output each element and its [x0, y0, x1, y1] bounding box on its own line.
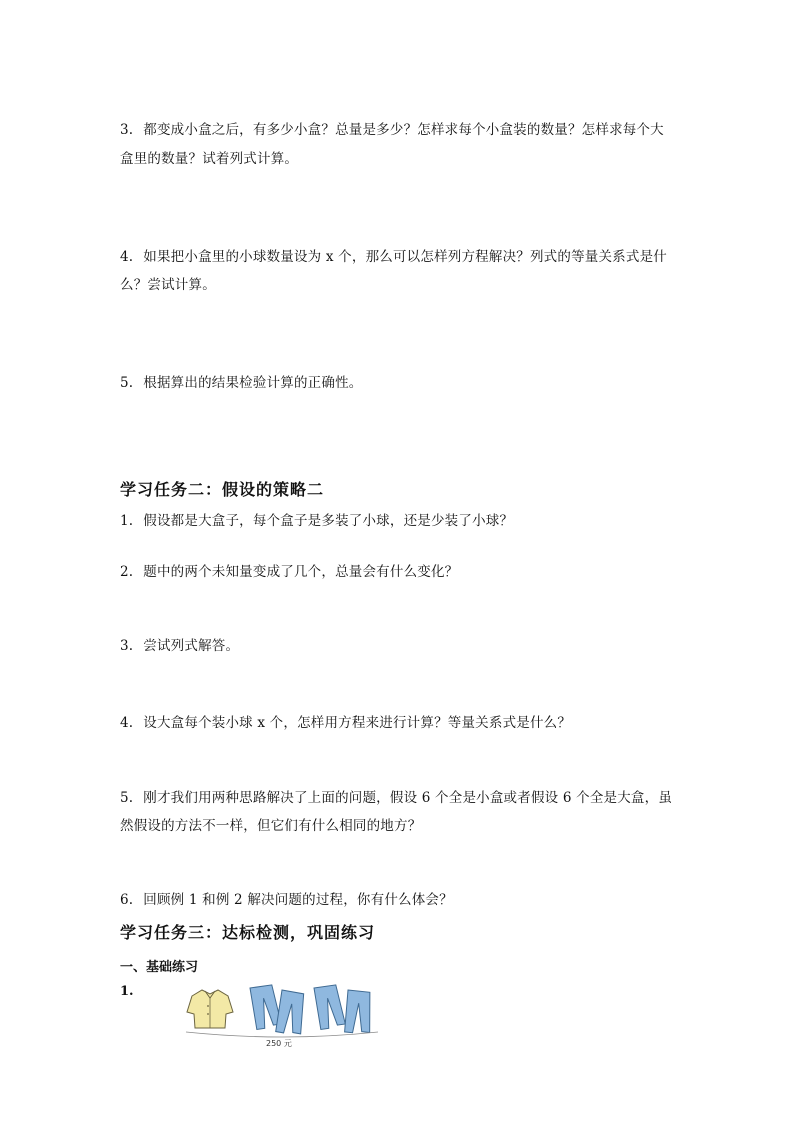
price-caption: 250 元	[266, 1039, 292, 1048]
task1-q4-line2: 么？尝试计算。	[120, 277, 216, 293]
task3-item1-number: 1.	[120, 984, 134, 999]
pants-icon	[275, 990, 308, 1036]
task2-q6-text: 回顾例 1 和例 2 解决问题的过程，你有什么体会？	[143, 892, 453, 908]
task3-heading: 学习任务三：达标检测，巩固练习	[120, 923, 376, 942]
task1-q5-number: 5.	[120, 375, 134, 391]
task2-q2-number: 2.	[120, 564, 134, 580]
task1-q4-line1	[120, 247, 667, 267]
task1-q3-text: 都变成小盒之后，有多少小盒？总量是多少？怎样求每个小盒装的数量？怎样求每个大	[143, 122, 664, 138]
task1-q5	[120, 373, 362, 393]
task2-q3	[120, 636, 239, 656]
task2-q4-text: 设大盒每个装小球 x 个，怎样用方程来进行计算？等量关系式是什么？	[143, 715, 572, 731]
task1-q5-text: 根据算出的结果检验计算的正确性。	[143, 375, 363, 391]
task2-q4-number: 4.	[120, 715, 134, 731]
task2-heading: 学习任务二：假设的策略二	[120, 480, 325, 499]
task2-q5-text: 刚才我们用两种思路解决了上面的问题，假设 6 个全是小盒或者假设 6 个全是大盒，虽	[143, 790, 673, 806]
task2-q2	[120, 562, 458, 582]
task2-q1	[120, 511, 513, 531]
task2-q5-line1	[120, 788, 672, 808]
task2-q3-text: 尝试列式解答。	[143, 638, 240, 654]
task2-q5-number: 5.	[120, 790, 134, 806]
task2-q1-text: 假设都是大盒子，每个盒子是多装了小球，还是少装了小球？	[143, 513, 514, 529]
task2-q2-text: 题中的两个未知量变成了几个，总量会有什么变化？	[143, 564, 459, 580]
task2-q4	[120, 713, 571, 733]
task1-q4-text: 如果把小盒里的小球数量设为 x 个，那么可以怎样列方程解决？列式的等量关系式是什	[143, 249, 667, 265]
task2-q1-number: 1.	[120, 513, 134, 529]
task2-q3-number: 3.	[120, 638, 134, 654]
pants-icon	[344, 990, 374, 1034]
task1-q3-line2: 盒里的数量？试着列式计算。	[120, 151, 299, 167]
task3-section-label: 一、基础练习	[120, 960, 199, 975]
task2-q6	[120, 890, 453, 910]
task1-q3-line1	[120, 120, 664, 140]
pants-icon	[314, 984, 346, 1029]
task2-q6-number: 6.	[120, 892, 134, 908]
task1-q4-number: 4.	[120, 249, 134, 265]
jacket-icon	[187, 990, 233, 1028]
task1-q3-number: 3.	[120, 122, 134, 138]
task2-q5-line2: 然假设的方法不一样，但它们有什么相同的地方？	[120, 818, 422, 834]
